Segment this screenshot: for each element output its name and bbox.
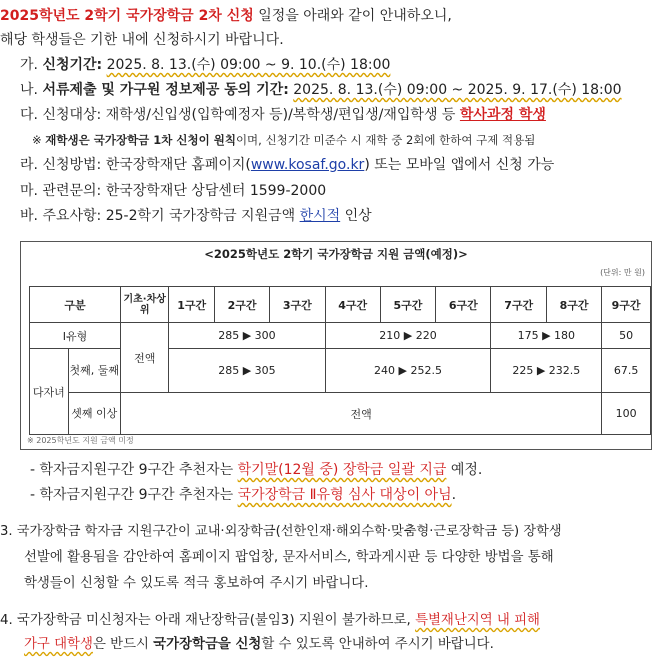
cell-multi3-d: 100 [602,393,651,435]
th-band-3: 3구간 [270,287,325,323]
note-rest: 이며, 신청기간 미준수 시 재학 중 2회에 한하여 구제 적용됨 [235,133,536,147]
para4-post: 할 수 있도록 안내하여 주시기 바랍니다. [261,637,494,652]
item-ba-highlight: 한시적 [299,208,341,224]
fund-table-box [20,241,652,450]
bullet-1-highlight: 학기말(12월 중) 장학금 일괄 지급 [237,462,447,478]
th-band-7: 7구간 [491,287,546,323]
para3-line-3: 학생들이 신청할 수 있도록 적극 홍보하여 주시기 바랍니다. [24,576,369,591]
item-ga-value: 2025. 8. 13.(수) 09:00 ~ 9. 10.(수) 18:00 [106,57,391,73]
bullet-2-highlight: 국가장학금 Ⅱ유형 심사 대상이 아님 [237,487,452,503]
cell-multi3-full: 전액 [121,393,602,435]
item-ma-mark: 마. [20,183,38,199]
bullet-2-pre: - 학자금지원구간 9구간 추천자는 [30,487,234,503]
item-ba-pre: 주요사항: 25-2학기 국가장학금 지원금액 [42,208,296,224]
row-multi3-label: 셋째 이상 [68,393,120,435]
item-ma-text: 관련문의: 한국장학재단 상담센터 1599-2000 [42,183,327,199]
item-ra-mark: 라. [20,157,38,173]
cell-type1-a: 285 ▶ 300 [169,323,325,349]
item-da-text: 신청대상: 재학생/신입생(입학예정자 등)/복학생/편입생/재입학생 등 [42,107,456,123]
table-title: <2025학년도 2학기 국가장학금 지원 금액(예정)> [204,247,468,261]
bullet-1-pre: - 학자금지원구간 9구간 추천자는 [30,462,234,478]
cell-multi1-c: 225 ▶ 232.5 [491,349,602,393]
para3-line-1: 3. 국가장학금 학자금 지원구간이 교내·외장학금(선한인재·해외수학·맞춤형·근로장학금 등) 장학생 [0,524,562,539]
intro-line-2: 해당 학생들은 기한 내에 신청하시기 바랍니다. [0,32,284,48]
th-band-6: 6구간 [436,287,491,323]
bullet-2-post: . [451,487,457,503]
item-ba-mark: 바. [20,208,38,224]
th-category: 구분 [30,287,121,323]
para4-pre: 4. 국가장학금 미신청자는 아래 재난장학금(불임3) 지원이 불가하므로, [0,613,411,628]
row-multi1-label: 첫째, 둘째 [68,349,120,393]
cell-type1-b: 210 ▶ 220 [325,323,491,349]
th-band-2: 2구간 [214,287,269,323]
bullet-1 [30,460,482,480]
item-da-mark: 다. [20,107,38,123]
cell-type1-d: 50 [602,323,651,349]
cell-multi1-b: 240 ▶ 252.5 [325,349,491,393]
item-ba [20,206,372,226]
para3-line-2: 선발에 활용됨을 감안하여 홈페이지 팝업창, 문자서비스, 학과게시판 등 다양한 방법을 통해 [24,550,554,565]
th-band-9: 9구간 [602,287,651,323]
bullet-1-post: 예정. [446,462,483,478]
intro-line-1 [0,6,452,26]
th-band-5: 5구간 [380,287,435,323]
note-mark: ※ [32,133,42,147]
item-na [20,80,622,100]
cell-basic-full: 전액 [121,323,169,393]
table-unit: (단위: 만 원) [600,268,645,277]
row-multi-label: 다자녀 [30,349,69,435]
item-na-mark: 나. [20,82,38,98]
th-basic: 기초·차상위 [121,287,169,323]
para4-highlight-1: 특별재난지역 내 피해 [415,613,540,628]
para4-mid: 은 반드시 [92,637,154,652]
item-na-label: 서류제출 및 가구원 정보제공 동의 기간: [42,82,289,98]
item-da-highlight: 학사과정 학생 [459,107,546,123]
fund-table [29,286,651,435]
item-ba-post: 인상 [340,208,372,224]
item-da [20,105,546,125]
cell-multi1-a: 285 ▶ 305 [169,349,325,393]
kosaf-link[interactable]: www.kosaf.go.kr [250,157,365,173]
item-ga-label: 신청기간: [42,57,103,73]
cell-type1-c: 175 ▶ 180 [491,323,602,349]
item-ga [20,55,390,75]
item-ra-pre: 신청방법: 한국장학재단 홈페이지( [42,157,251,173]
para4-line-2 [24,635,494,655]
item-ra [20,155,554,175]
item-da-note [32,130,535,150]
para4-line-1 [0,611,540,631]
intro-rest: 일정을 아래와 같이 안내하오니, [253,8,452,24]
row-type1-label: Ⅰ유형 [30,323,121,349]
item-ma [20,181,326,201]
cell-multi1-d: 67.5 [602,349,651,393]
para4-bold: 국가장학금을 신청 [153,637,262,652]
table-footnote: ※ 2025학년도 지원 금액 미정 [27,436,134,445]
item-ga-mark: 가. [20,57,38,73]
item-na-value: 2025. 8. 13.(수) 09:00 ~ 2025. 9. 17.(수) 18:00 [293,82,622,98]
bullet-2 [30,485,456,505]
th-band-1: 1구간 [169,287,214,323]
item-ra-post: ) 또는 모바일 앱에서 신청 가능 [364,157,555,173]
intro-title: 2025학년도 2학기 국가장학금 2차 신청 [0,8,254,24]
th-band-4: 4구간 [325,287,380,323]
th-band-8: 8구간 [546,287,601,323]
para4-highlight-2: 가구 대학생 [24,637,93,652]
note-bold: 재학생은 국가장학금 1차 신청이 원칙 [45,133,236,147]
